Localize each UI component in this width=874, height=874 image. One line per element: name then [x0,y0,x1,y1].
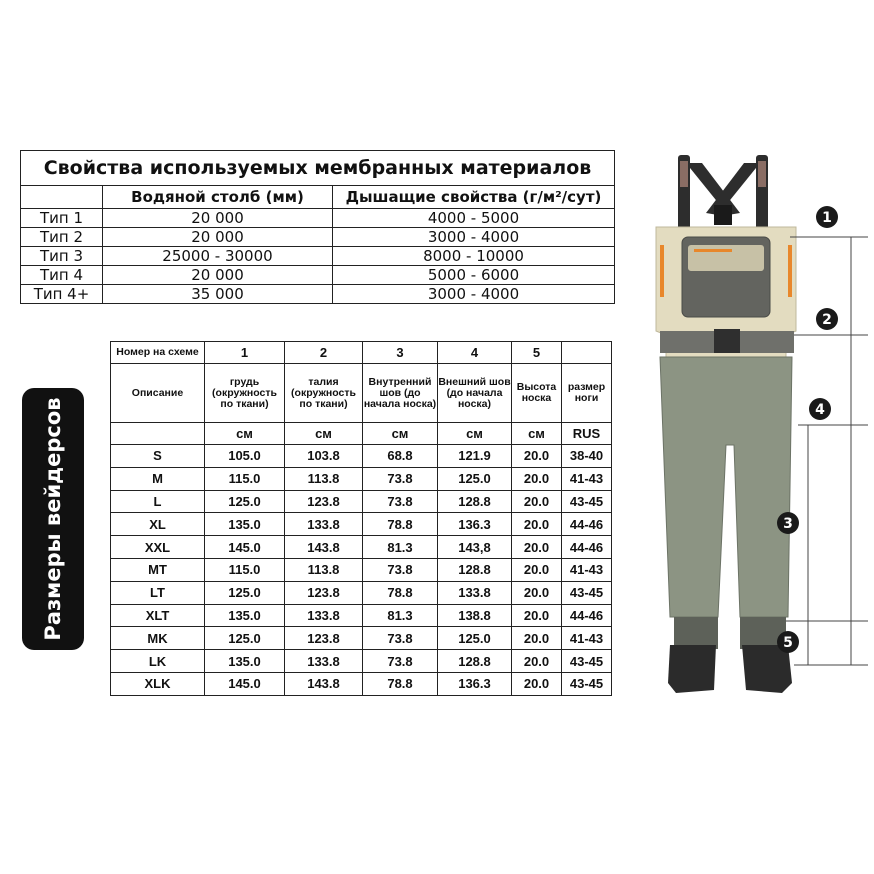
scheme-number: 4 [438,342,512,364]
size-value: 41-43 [562,467,612,490]
membrane-type: Тип 4 [21,266,103,285]
size-value: 113.8 [285,467,363,490]
unit-cell: см [285,423,363,445]
membrane-type: Тип 1 [21,209,103,228]
size-value: 128.8 [438,650,512,673]
wader-figure [630,145,874,705]
membrane-row [21,228,615,247]
legs [660,357,792,617]
size-value: 20.0 [512,604,562,627]
description-label: Описание [111,364,205,423]
size-value: 103.8 [285,445,363,468]
size-row [111,604,612,627]
size-value: 145.0 [205,536,285,559]
size-code: XXL [111,536,205,559]
size-value: 123.8 [285,627,363,650]
membrane-type: Тип 3 [21,247,103,266]
size-row [111,513,612,536]
description-cell: Внешний шов (до начала носка) [438,364,512,423]
belt-buckle [714,329,740,353]
size-value: 73.8 [363,490,438,513]
size-value: 125.0 [438,467,512,490]
size-code: XL [111,513,205,536]
size-value: 73.8 [363,650,438,673]
size-value: 113.8 [285,558,363,581]
size-value: 135.0 [205,513,285,536]
size-value: 133.8 [438,581,512,604]
scheme-number: 1 [205,342,285,364]
membrane-row [21,266,615,285]
size-value: 133.8 [285,513,363,536]
membrane-header-breath: Дышащие свойства (г/м²/сут) [333,186,615,209]
unit-cell: см [363,423,438,445]
size-value: 123.8 [285,581,363,604]
size-code: M [111,467,205,490]
membrane-type: Тип 2 [21,228,103,247]
size-value: 78.8 [363,513,438,536]
membrane-water: 20 000 [103,266,333,285]
left-boot [668,645,716,693]
size-value: 143,8 [438,536,512,559]
membrane-water: 20 000 [103,209,333,228]
size-value: 44-46 [562,513,612,536]
description-cell: размер ноги [562,364,612,423]
size-value: 43-45 [562,672,612,695]
size-value: 20.0 [512,627,562,650]
scheme-number: 5 [512,342,562,364]
unit-cell: см [205,423,285,445]
size-value: 143.8 [285,672,363,695]
membrane-row [21,247,615,266]
size-value: 135.0 [205,604,285,627]
size-value: 20.0 [512,650,562,673]
size-row [111,627,612,650]
size-value: 20.0 [512,513,562,536]
size-code: XLT [111,604,205,627]
size-row [111,672,612,695]
size-value: 20.0 [512,672,562,695]
size-value: 125.0 [205,490,285,513]
size-value: 20.0 [512,445,562,468]
size-value: 43-45 [562,581,612,604]
description-cell: грудь (окружность по ткани) [205,364,285,423]
membrane-breath: 5000 - 6000 [333,266,615,285]
membrane-table [20,150,615,304]
size-value: 125.0 [438,627,512,650]
marker-label: 2 [822,312,832,328]
size-row [111,581,612,604]
left-cuff [674,617,718,649]
unit-cell: RUS [562,423,612,445]
membrane-water: 25000 - 30000 [103,247,333,266]
size-code: L [111,490,205,513]
size-value: 43-45 [562,490,612,513]
size-code: MK [111,627,205,650]
size-value: 20.0 [512,467,562,490]
size-value: 123.8 [285,490,363,513]
size-value: 78.8 [363,672,438,695]
size-row [111,558,612,581]
unit-cell: см [438,423,512,445]
marker-label: 3 [783,516,793,532]
membrane-breath: 8000 - 10000 [333,247,615,266]
sizes-table [110,341,612,696]
size-value: 128.8 [438,490,512,513]
membrane-breath: 3000 - 4000 [333,285,615,304]
size-value: 41-43 [562,627,612,650]
size-value: 135.0 [205,650,285,673]
size-row [111,536,612,559]
size-value: 133.8 [285,650,363,673]
scheme-label: Номер на схеме [111,342,205,364]
membrane-breath: 4000 - 5000 [333,209,615,228]
size-code: LK [111,650,205,673]
size-code: LT [111,581,205,604]
size-value: 125.0 [205,627,285,650]
size-value: 121.9 [438,445,512,468]
size-value: 20.0 [512,490,562,513]
size-value: 44-46 [562,536,612,559]
size-value: 81.3 [363,536,438,559]
membrane-water: 35 000 [103,285,333,304]
scheme-number: 3 [363,342,438,364]
membrane-title: Свойства используемых мембранных материалов [21,151,615,186]
description-cell: талия (окружность по ткани) [285,364,363,423]
membrane-header-empty [21,186,103,209]
size-value: 78.8 [363,581,438,604]
marker-label: 5 [783,635,793,651]
size-value: 73.8 [363,558,438,581]
side-label-text: Размеры вейдерсов [41,397,65,641]
marker-label: 4 [815,402,825,418]
size-value: 138.8 [438,604,512,627]
marker-label: 1 [822,210,832,226]
size-value: 133.8 [285,604,363,627]
size-row [111,467,612,490]
size-value: 68.8 [363,445,438,468]
size-row [111,650,612,673]
size-value: 43-45 [562,650,612,673]
size-value: 136.3 [438,513,512,536]
size-value: 128.8 [438,558,512,581]
membrane-row [21,285,615,304]
size-value: 41-43 [562,558,612,581]
size-code: S [111,445,205,468]
membrane-type: Тип 4+ [21,285,103,304]
membrane-header-water: Водяной столб (мм) [103,186,333,209]
size-value: 105.0 [205,445,285,468]
membrane-breath: 3000 - 4000 [333,228,615,247]
size-code: MT [111,558,205,581]
membrane-row [21,209,615,228]
size-value: 73.8 [363,467,438,490]
size-value: 20.0 [512,558,562,581]
size-value: 20.0 [512,581,562,604]
side-label [22,388,84,650]
size-value: 44-46 [562,604,612,627]
scheme-number [562,342,612,364]
size-value: 125.0 [205,581,285,604]
size-value: 143.8 [285,536,363,559]
size-value: 20.0 [512,536,562,559]
membrane-water: 20 000 [103,228,333,247]
size-value: 73.8 [363,627,438,650]
size-value: 38-40 [562,445,612,468]
unit-cell: см [512,423,562,445]
size-value: 81.3 [363,604,438,627]
size-row [111,445,612,468]
size-value: 136.3 [438,672,512,695]
suspenders [678,155,768,235]
units-empty [111,423,205,445]
description-cell: Внутренний шов (до начала носка) [363,364,438,423]
size-rows [111,445,612,696]
size-row [111,490,612,513]
size-code: XLK [111,672,205,695]
size-value: 115.0 [205,558,285,581]
size-value: 115.0 [205,467,285,490]
size-value: 145.0 [205,672,285,695]
description-cell: Высота носка [512,364,562,423]
scheme-number: 2 [285,342,363,364]
